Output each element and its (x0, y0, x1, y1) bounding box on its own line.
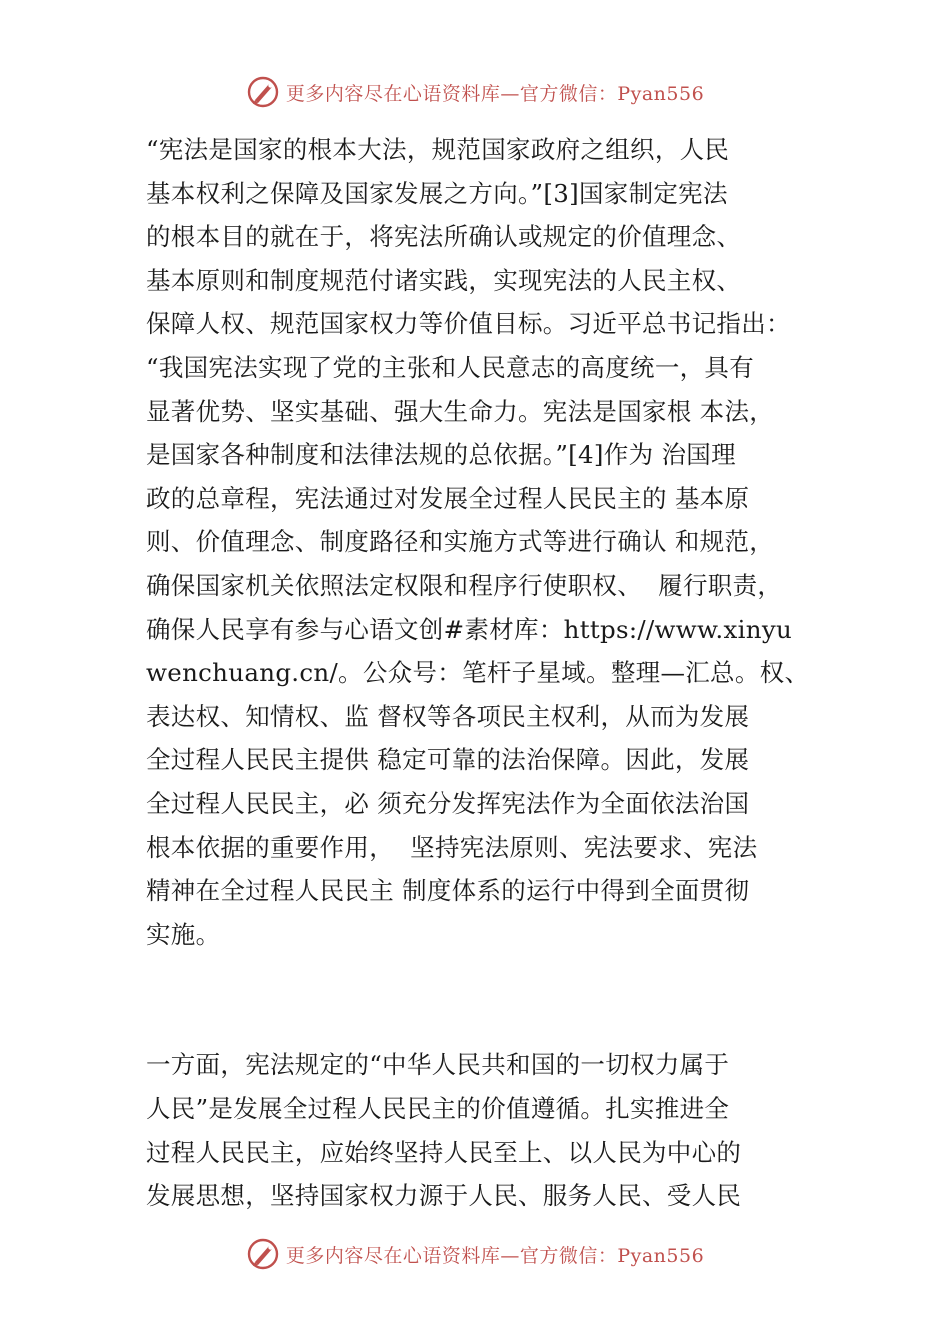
footer-watermark-banner (0, 1234, 950, 1274)
paragraph-gap (146, 1000, 836, 1044)
text-line: 基本权利之保障及国家发展之方向。”[3]国家制定宪法 (146, 178, 728, 208)
text-line: “我国宪法实现了党的主张和人民意志的高度统一，具有 (146, 352, 755, 382)
text-line: 保障人权、规范国家权力等价值目标。习近平总书记指出： (146, 309, 791, 339)
paragraph-2 (146, 1043, 836, 1217)
pen-logo-icon (246, 1237, 280, 1271)
text-line: 根本依据的重要作用， 坚持宪法原则、宪法要求、宪法 (146, 832, 758, 862)
text-line: wenchuang.cn/。公众号：笔杆子星域。整理—汇总。权、 (146, 658, 810, 688)
text-line: 全过程人民民主，必 须充分发挥宪法作为全面依法治国 (146, 788, 750, 818)
header-watermark-banner (0, 72, 950, 112)
text-line: 的根本目的就在于，将宪法所确认或规定的价值理念、 (146, 222, 742, 252)
text-line: 政的总章程，宪法通过对发展全过程人民民主的 基本原 (146, 483, 750, 513)
text-line: 显著优势、坚实基础、强大生命力。宪法是国家根 本法， (146, 396, 775, 426)
text-line: 一方面，宪法规定的“中华人民共和国的一切权力属于 (146, 1050, 730, 1080)
paragraph-gap (146, 956, 836, 1000)
pen-logo-icon (246, 75, 280, 109)
document-body (146, 128, 836, 1218)
paragraph-1 (146, 128, 836, 956)
text-line: 表达权、知情权、监 督权等各项民主权利，从而为发展 (146, 701, 750, 731)
text-line: 过程人民民主，应始终坚持人民至上、以人民为中心的 (146, 1137, 742, 1167)
footer-watermark-text: 更多内容尽在心语资料库—官方微信：Pyan556 (285, 1244, 705, 1267)
text-line: 实施。 (146, 919, 221, 949)
text-line: 人民”是发展全过程人民民主的价值遵循。扎实推进全 (146, 1094, 730, 1124)
text-line: 确保国家机关依照法定权限和程序行使职权、 履行职责， (146, 570, 783, 600)
text-line: 则、价值理念、制度路径和实施方式等进行确认 和规范， (146, 527, 775, 557)
text-line: 基本原则和制度规范付诸实践，实现宪法的人民主权、 (146, 265, 742, 295)
text-line: 是国家各种制度和法律法规的总依据。”[4]作为 治国理 (146, 440, 736, 470)
text-line: 确保人民享有参与心语文创#素材库：https://www.xinyu (146, 614, 793, 644)
text-line: 全过程人民民主提供 稳定可靠的法治保障。因此，发展 (146, 745, 750, 775)
text-line: 精神在全过程人民民主 制度体系的运行中得到全面贯彻 (146, 876, 750, 906)
text-line: 发展思想，坚持国家权力源于人民、服务人民、受人民 (146, 1181, 742, 1211)
text-line: “宪法是国家的根本大法，规范国家政府之组织，人民 (146, 135, 730, 164)
header-watermark-text: 更多内容尽在心语资料库—官方微信：Pyan556 (285, 82, 705, 105)
